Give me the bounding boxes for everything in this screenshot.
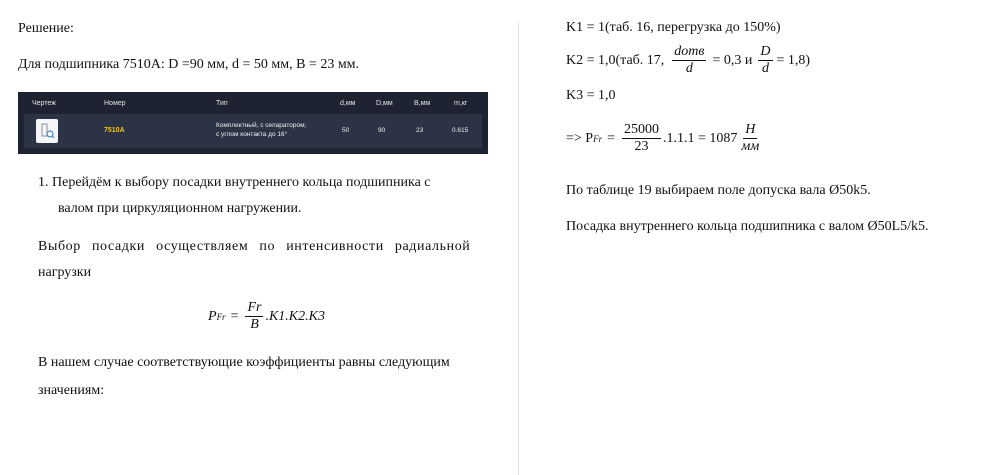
header-d: d,мм <box>340 100 356 107</box>
column-divider <box>518 22 519 475</box>
result-equals: = <box>607 130 615 146</box>
formula-num: Fr <box>247 300 262 315</box>
header-drawing: Чертеж <box>32 100 56 107</box>
k2-mid: = 0,3 и <box>712 52 753 68</box>
intensity-formula <box>208 300 325 333</box>
header-type: Тип <box>216 100 228 107</box>
formula-den: B <box>250 317 259 332</box>
bearing-type-line1: Комплектный, с сепаратором, <box>216 122 307 129</box>
table-row[interactable] <box>24 114 482 148</box>
result-prefix: => P <box>566 130 594 146</box>
k2-prefix: K2 = 1,0(таб. 17, <box>566 52 665 68</box>
result-fraction <box>622 122 661 155</box>
result-mid: .1.1.1 = 1087 <box>662 130 738 146</box>
fit-line: Посадка внутреннего кольца подшипника с валом Ø50L5/k5. <box>566 219 929 234</box>
result-unit-den: мм <box>741 139 760 154</box>
k2-line <box>566 44 810 77</box>
k1-line: K1 = 1(таб. 16, перегрузка до 150%) <box>566 20 781 35</box>
solution-heading: Решение: <box>18 21 74 36</box>
step1-line2: валом при циркуляционном нагружении. <box>58 201 302 216</box>
result-unit <box>739 122 761 155</box>
bearing-D: 90 <box>378 127 386 134</box>
k3-line: K3 = 1,0 <box>566 88 616 103</box>
coef-line2: значениям: <box>38 383 105 398</box>
k2-frac1 <box>672 44 706 77</box>
choice-line2: нагрузки <box>38 265 92 280</box>
bearing-number: 7510A <box>104 127 125 134</box>
header-mass: m,кг <box>454 100 468 107</box>
header-number: Номер <box>104 100 126 107</box>
choice-line1: Выбор посадки осуществляем по интенсивности радиальной <box>38 239 471 254</box>
choice-line1-wrap <box>38 238 490 256</box>
k2-frac2-den: d <box>761 61 769 76</box>
step1-line1: 1. Перейдём к выбору посадки внутреннего кольца подшипника с <box>38 175 431 190</box>
bearing-B: 23 <box>416 127 424 134</box>
result-sub: Fr <box>593 133 603 144</box>
result-formula <box>566 122 763 155</box>
bearing-table <box>18 92 488 154</box>
formula-tail: .K1.K2.K3 <box>265 308 325 324</box>
k2-suffix: = 1,8) <box>776 52 811 68</box>
k2-frac2-num: D <box>760 44 771 59</box>
header-B: B,мм <box>414 100 431 107</box>
result-unit-num: H <box>745 122 756 137</box>
formula-lhs: P <box>208 308 217 324</box>
k2-frac2 <box>758 44 772 77</box>
k2-frac1-den: d <box>685 61 693 76</box>
tolerance-line: По таблице 19 выбираем поле допуска вала Ø50k5. <box>566 183 871 198</box>
bearing-d: 50 <box>342 127 350 134</box>
formula-lhs-sub: Fr <box>216 311 226 322</box>
header-D: D,мм <box>376 100 393 107</box>
result-den: 23 <box>634 139 649 154</box>
bearing-mass: 0.615 <box>452 127 469 134</box>
coef-line1: В нашем случае соответствующие коэффициенты равны следующим <box>38 355 450 370</box>
result-num: 25000 <box>623 122 659 137</box>
k2-frac1-num: dотв <box>674 44 705 59</box>
bearing-drawing-icon[interactable] <box>36 119 58 143</box>
bearing-type-line2: с углом контакта до 16° <box>216 131 288 138</box>
formula-equals: = <box>230 308 239 324</box>
formula-fraction <box>245 300 263 333</box>
bearing-parameters: Для подшипника 7510А: D =90 мм, d = 50 мм, B = 23 мм. <box>18 57 360 72</box>
